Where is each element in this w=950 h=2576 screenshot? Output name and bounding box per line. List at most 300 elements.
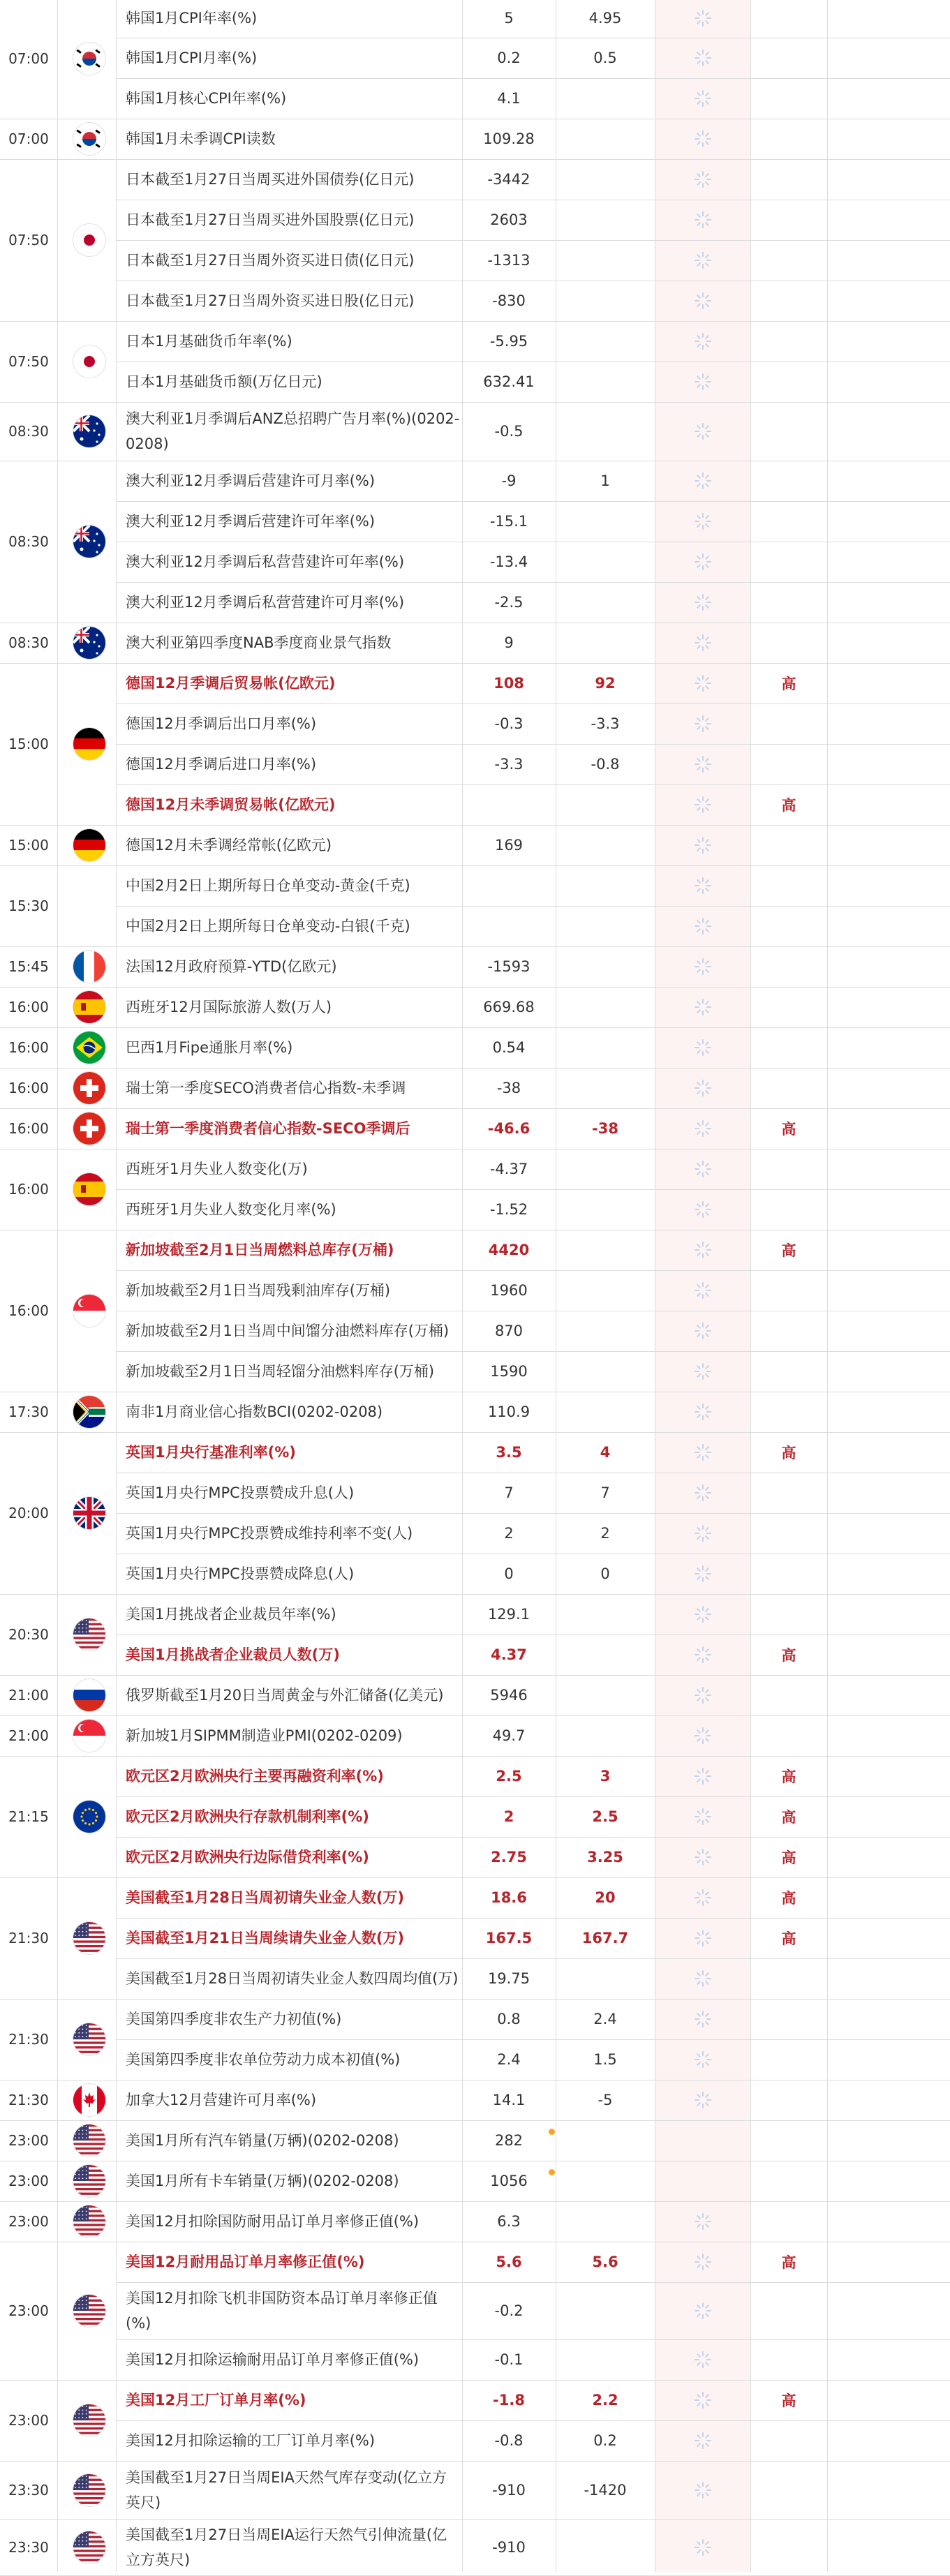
event-name[interactable]: 中国2月2日上期所每日仓单变动-白银(千克) xyxy=(126,918,410,935)
previous-value: 9 xyxy=(504,634,514,651)
loading-spinner-icon xyxy=(692,1078,713,1099)
event-name[interactable]: 澳大利亚第四季度NAB季度商业景气指数 xyxy=(126,634,392,651)
loading-spinner-icon xyxy=(692,2211,713,2232)
event-name[interactable]: 日本截至1月27日当周外资买进日债(亿日元) xyxy=(126,252,415,269)
event-time: 17:30 xyxy=(8,1404,49,1420)
ch-flag-icon xyxy=(73,1072,105,1104)
loading-spinner-icon xyxy=(692,673,713,694)
column-divider xyxy=(827,0,828,2572)
row-divider xyxy=(116,1796,950,1797)
column-divider xyxy=(750,0,751,2572)
forecast-value: 3.25 xyxy=(587,1849,623,1866)
event-name[interactable]: 韩国1月核心CPI年率(%) xyxy=(126,90,287,107)
previous-value: -9 xyxy=(501,472,517,489)
loading-spinner-icon xyxy=(692,2349,713,2370)
loading-spinner-icon xyxy=(692,1725,713,1746)
row-divider xyxy=(116,1189,950,1190)
event-name[interactable]: 瑞士第一季度SECO消费者信心指数-未季调 xyxy=(126,1080,406,1096)
loading-spinner-icon xyxy=(692,551,713,572)
event-time: 23:00 xyxy=(8,2412,49,2429)
loading-spinner-icon xyxy=(692,88,713,109)
us-flag-icon xyxy=(73,2474,105,2506)
previous-value: 167.5 xyxy=(485,1930,533,1946)
row-divider xyxy=(116,2461,950,2462)
kr-flag-icon xyxy=(73,123,105,155)
previous-value: 19.75 xyxy=(487,1970,530,1987)
event-name[interactable]: 日本截至1月27日当周买进外国股票(亿日元) xyxy=(126,211,415,228)
loading-spinner-icon xyxy=(692,1118,713,1139)
forecast-value: -38 xyxy=(592,1120,618,1137)
event-name[interactable]: 欧元区2月欧洲央行边际借贷利率(%) xyxy=(126,1849,369,1866)
de-flag-icon xyxy=(73,728,105,760)
row-divider xyxy=(116,1108,950,1109)
previous-value: 282 xyxy=(494,2132,524,2149)
loading-spinner-icon xyxy=(692,2009,713,2030)
loading-spinner-icon xyxy=(692,713,713,734)
row-divider xyxy=(116,2039,950,2040)
previous-value: 5 xyxy=(504,10,514,27)
event-name[interactable]: 澳大利亚1月季调后ANZ总招聘广告月率(%)(0202-0208) xyxy=(126,410,460,452)
event-name[interactable]: 美国1月挑战者企业裁员人数(万) xyxy=(126,1646,340,1663)
event-time: 15:45 xyxy=(8,958,49,975)
previous-value: -830 xyxy=(492,292,526,309)
loading-spinner-icon xyxy=(692,916,713,937)
event-name[interactable]: 日本1月基础货币额(万亿日元) xyxy=(126,373,322,390)
br-flag-icon xyxy=(73,1032,105,1064)
loading-spinner-icon xyxy=(692,1280,713,1301)
row-divider xyxy=(116,784,950,785)
loading-spinner-icon xyxy=(692,794,713,815)
event-time: 21:00 xyxy=(8,1687,49,1704)
forecast-value: 4 xyxy=(600,1444,611,1461)
es-flag-icon xyxy=(73,1173,105,1205)
previous-value: -1593 xyxy=(487,958,530,975)
us-flag-icon xyxy=(73,2295,105,2327)
event-time: 16:00 xyxy=(8,1181,49,1198)
event-name[interactable]: 美国1月所有卡车销量(万辆)(0202-0208) xyxy=(126,2173,399,2189)
event-time: 23:00 xyxy=(8,2302,49,2319)
event-name[interactable]: 西班牙1月失业人数变化月率(%) xyxy=(126,1201,336,1218)
previous-value: 14.1 xyxy=(492,2092,526,2108)
previous-value: -0.2 xyxy=(494,2302,524,2319)
ca-flag-icon xyxy=(73,2084,105,2116)
row-divider xyxy=(116,663,950,664)
event-name[interactable]: 德国12月未季调贸易帐(亿欧元) xyxy=(126,796,336,813)
event-name[interactable]: 德国12月季调后贸易帐(亿欧元) xyxy=(126,675,336,692)
importance-badge: 高 xyxy=(781,676,796,692)
row-divider xyxy=(116,2120,950,2121)
loading-spinner-icon xyxy=(692,1401,713,1422)
loading-spinner-icon xyxy=(692,1685,713,1706)
event-name[interactable]: 德国12月季调后进口月率(%) xyxy=(126,756,317,773)
event-name[interactable]: 新加坡截至2月1日当周燃料总库存(万桶) xyxy=(126,1242,394,1258)
row-divider xyxy=(116,825,950,826)
event-time: 16:00 xyxy=(8,1302,49,1319)
previous-value: 2 xyxy=(503,1808,514,1825)
forecast-value: 167.7 xyxy=(581,1930,629,1946)
row-divider xyxy=(116,321,950,322)
previous-value: -910 xyxy=(492,2482,526,2499)
us-flag-icon xyxy=(73,2124,105,2157)
previous-value: 3.5 xyxy=(496,1444,522,1461)
event-time: 07:50 xyxy=(8,232,49,248)
event-name[interactable]: 英国1月央行MPC投票赞成升息(人) xyxy=(126,1484,355,1501)
row-divider xyxy=(116,2339,950,2340)
event-name[interactable]: 德国12月季调后出口月率(%) xyxy=(126,715,317,732)
event-name[interactable]: 美国截至1月21日当周续请失业金人数(万) xyxy=(126,1930,405,1946)
za-flag-icon xyxy=(73,1396,105,1428)
ru-flag-icon xyxy=(73,1679,105,1711)
loading-spinner-icon xyxy=(692,1361,713,1382)
previous-value: 5.6 xyxy=(496,2254,522,2270)
loading-spinner-icon xyxy=(692,1159,713,1179)
row-divider xyxy=(116,1715,950,1716)
us-flag-icon xyxy=(73,2205,105,2238)
event-name[interactable]: 澳大利亚12月季调后私营营建许可年率(%) xyxy=(126,553,405,570)
previous-value: -46.6 xyxy=(487,1120,530,1137)
event-time: 07:00 xyxy=(8,131,49,147)
forecast-value: 3 xyxy=(600,1768,611,1785)
previous-value: 632.41 xyxy=(483,373,535,390)
importance-badge: 高 xyxy=(781,1849,796,1866)
row-divider xyxy=(116,1837,950,1838)
loading-spinner-icon xyxy=(692,1239,713,1260)
loading-spinner-icon xyxy=(692,1442,713,1463)
event-time: 21:30 xyxy=(8,2092,49,2108)
row-divider xyxy=(116,159,950,160)
event-name[interactable]: 日本截至1月27日当周外资买进日股(亿日元) xyxy=(126,292,415,309)
event-name[interactable]: 俄罗斯截至1月20日当周黄金与外汇储备(亿美元) xyxy=(126,1687,444,1704)
loading-spinner-icon xyxy=(692,1847,713,1868)
event-time: 21:30 xyxy=(8,1930,49,1946)
previous-value: 1590 xyxy=(490,1363,528,1380)
event-name[interactable]: 美国截至1月27日当周EIA天然气库存变动(亿立方英尺) xyxy=(126,2469,447,2511)
row-divider xyxy=(116,1594,950,1595)
previous-value: -38 xyxy=(496,1080,521,1096)
loading-spinner-icon xyxy=(692,1199,713,1220)
event-name[interactable]: 美国第四季度非农单位劳动力成本初值(%) xyxy=(126,2051,401,2068)
event-name[interactable]: 美国12月扣除运输耐用品订单月率修正值(%) xyxy=(126,2351,420,2368)
previous-value: 1960 xyxy=(490,1282,528,1299)
importance-badge: 高 xyxy=(781,1769,796,1785)
previous-value: 0.2 xyxy=(497,50,521,66)
row-divider xyxy=(116,1432,950,1433)
previous-value: 4.37 xyxy=(491,1646,527,1663)
row-divider xyxy=(116,2380,950,2381)
event-name[interactable]: 澳大利亚12月季调后营建许可月率(%) xyxy=(126,472,376,489)
previous-value: 0 xyxy=(504,1565,514,1582)
row-divider xyxy=(116,1351,950,1352)
row-divider xyxy=(116,501,950,502)
forecast-value: 0 xyxy=(600,1565,610,1582)
event-time: 20:30 xyxy=(8,1626,49,1643)
event-name[interactable]: 瑞士第一季度消费者信心指数-SECO季调后 xyxy=(126,1120,410,1137)
importance-badge: 高 xyxy=(781,2254,796,2271)
event-name[interactable]: 美国12月耐用品订单月率修正值(%) xyxy=(126,2254,365,2270)
loading-spinner-icon xyxy=(692,8,713,29)
event-name[interactable]: 南非1月商业信心指数BCI(0202-0208) xyxy=(126,1404,383,1420)
loading-spinner-icon xyxy=(692,1523,713,1544)
row-divider xyxy=(116,1270,950,1271)
event-time: 08:30 xyxy=(8,423,49,440)
loading-spinner-icon xyxy=(692,511,713,532)
eu-flag-icon xyxy=(73,1801,105,1833)
importance-badge: 高 xyxy=(781,1242,796,1259)
event-name[interactable]: 美国12月扣除飞机非国防资本品订单月率修正值(%) xyxy=(126,2290,438,2332)
column-divider xyxy=(116,0,117,2572)
loading-spinner-icon xyxy=(692,632,713,653)
forecast-value: -1420 xyxy=(584,2482,627,2499)
event-time: 23:00 xyxy=(8,2132,49,2149)
row-divider xyxy=(116,946,950,947)
event-name[interactable]: 巴西1月Fipe通胀月率(%) xyxy=(126,1039,293,1056)
event-name[interactable]: 澳大利亚12月季调后私营营建许可月率(%) xyxy=(126,594,405,611)
forecast-value: -0.8 xyxy=(591,756,620,773)
loading-spinner-icon xyxy=(692,835,713,856)
event-name[interactable]: 日本1月基础货币年率(%) xyxy=(126,333,292,350)
row-divider xyxy=(116,906,950,907)
loading-spinner-icon xyxy=(692,209,713,230)
previous-value: 18.6 xyxy=(491,1889,527,1906)
row-divider xyxy=(116,2420,950,2421)
forecast-value: 2.4 xyxy=(593,2011,617,2027)
importance-badge: 高 xyxy=(781,1121,796,1138)
loading-spinner-icon xyxy=(692,2430,713,2451)
previous-value: 1056 xyxy=(490,2173,528,2189)
importance-badge: 高 xyxy=(781,2392,796,2409)
event-time: 16:00 xyxy=(8,1039,49,1056)
previous-value: -5.95 xyxy=(489,333,528,350)
forecast-value: 4.95 xyxy=(588,10,622,27)
row-divider xyxy=(116,582,950,583)
event-name[interactable]: 美国截至1月28日当周初请失业金人数(万) xyxy=(126,1889,405,1906)
event-time: 07:00 xyxy=(8,50,49,67)
row-divider xyxy=(116,1513,950,1514)
row-divider xyxy=(116,2519,950,2520)
row-divider xyxy=(116,1958,950,1959)
previous-value: 2603 xyxy=(490,211,528,228)
loading-spinner-icon xyxy=(692,47,713,68)
previous-value: -1.52 xyxy=(489,1201,528,1218)
sg-flag-icon xyxy=(73,1295,105,1327)
event-name[interactable]: 新加坡截至2月1日当周中间馏分油燃料库存(万桶) xyxy=(126,1323,450,1339)
loading-spinner-icon xyxy=(692,290,713,311)
de-flag-icon xyxy=(73,829,105,861)
event-name[interactable]: 美国12月扣除运输的工厂订单月率(%) xyxy=(126,2432,376,2449)
loading-spinner-icon xyxy=(692,2537,713,2558)
event-name[interactable]: 美国1月所有汽车销量(万辆)(0202-0208) xyxy=(126,2132,399,2149)
loading-spinner-icon xyxy=(692,331,713,352)
event-name[interactable]: 美国12月工厂订单月率(%) xyxy=(126,2392,306,2409)
loading-spinner-icon xyxy=(692,1320,713,1341)
event-time: 16:00 xyxy=(8,1080,49,1096)
event-name[interactable]: 法国12月政府预算-YTD(亿欧元) xyxy=(126,958,337,975)
event-time: 21:15 xyxy=(8,1808,49,1825)
importance-badge: 高 xyxy=(781,1647,796,1664)
previous-value: 110.9 xyxy=(487,1404,530,1420)
forecast-value: 2.5 xyxy=(592,1808,618,1825)
previous-value: -910 xyxy=(492,2539,526,2556)
event-name[interactable]: 英国1月央行MPC投票赞成降息(人) xyxy=(126,1565,355,1582)
previous-value: 7 xyxy=(504,1484,514,1501)
importance-badge: 高 xyxy=(781,1930,796,1947)
forecast-value: 5.6 xyxy=(592,2254,618,2270)
loading-spinner-icon xyxy=(692,997,713,1018)
previous-value: 4.1 xyxy=(497,90,521,107)
event-name[interactable]: 美国第四季度非农生产力初值(%) xyxy=(126,2011,342,2027)
event-name[interactable]: 英国1月央行MPC投票赞成维持利率不变(人) xyxy=(126,1525,413,1542)
loading-spinner-icon xyxy=(692,421,713,442)
event-name[interactable]: 西班牙1月失业人数变化(万) xyxy=(126,1161,308,1177)
loading-spinner-icon xyxy=(692,250,713,271)
loading-spinner-icon xyxy=(692,1968,713,1989)
row-divider xyxy=(116,1918,950,1919)
event-name[interactable]: 美国1月挑战者企业裁员年率(%) xyxy=(126,1606,336,1623)
row-divider xyxy=(116,1675,950,1676)
event-name[interactable]: 美国截至1月27日当周EIA运行天然气引伸流量(亿立方英尺) xyxy=(126,2526,447,2568)
event-time: 21:30 xyxy=(8,2031,49,2048)
forecast-value: 20 xyxy=(595,1889,616,1906)
loading-spinner-icon xyxy=(692,875,713,896)
forecast-value: 1 xyxy=(600,472,610,489)
forecast-value: 2 xyxy=(600,1525,610,1542)
loading-spinner-icon xyxy=(692,592,713,613)
row-divider xyxy=(116,1068,950,1069)
us-flag-icon xyxy=(73,2404,105,2436)
event-time: 15:30 xyxy=(8,898,49,914)
previous-value: -0.3 xyxy=(494,715,524,732)
importance-badge: 高 xyxy=(781,1809,796,1826)
event-name[interactable]: 美国12月扣除国防耐用品订单月率修正值(%) xyxy=(126,2213,420,2230)
previous-value: -13.4 xyxy=(489,553,528,570)
previous-value: -3442 xyxy=(487,171,530,188)
previous-value: -0.5 xyxy=(494,423,524,440)
au-flag-icon xyxy=(73,415,105,447)
row-divider xyxy=(116,2201,950,2202)
importance-badge: 高 xyxy=(781,797,796,814)
event-time: 08:30 xyxy=(8,634,49,651)
forecast-value: 1.5 xyxy=(593,2051,617,2068)
previous-value: -4.37 xyxy=(489,1161,528,1177)
us-flag-icon xyxy=(73,1618,105,1651)
forecast-value: 2.2 xyxy=(592,2392,618,2409)
previous-value: 49.7 xyxy=(492,1727,526,1744)
forecast-value: 7 xyxy=(600,1484,610,1501)
row-divider xyxy=(116,703,950,704)
previous-value: -3.3 xyxy=(494,756,524,773)
previous-value: -2.5 xyxy=(494,594,524,611)
au-flag-icon xyxy=(73,526,105,558)
previous-value: 669.68 xyxy=(483,999,535,1015)
loading-spinner-icon xyxy=(692,2090,713,2110)
event-time: 23:30 xyxy=(8,2539,49,2556)
row-divider xyxy=(116,402,950,403)
previous-value: 5946 xyxy=(490,1687,528,1704)
loading-spinner-icon xyxy=(692,1887,713,1908)
es-flag-icon xyxy=(73,991,105,1023)
row-divider xyxy=(116,240,950,241)
row-divider xyxy=(116,865,950,866)
event-name[interactable]: 美国截至1月28日当周初请失业金人数四周均值(万) xyxy=(126,1970,459,1987)
event-time: 08:30 xyxy=(8,533,49,550)
event-time: 15:00 xyxy=(8,736,49,752)
row-divider xyxy=(116,1877,950,1878)
event-name[interactable]: 韩国1月CPI年率(%) xyxy=(126,10,258,27)
loading-spinner-icon xyxy=(692,1644,713,1665)
row-divider xyxy=(116,1999,950,2000)
previous-value: 2.5 xyxy=(496,1768,522,1785)
event-name[interactable]: 日本截至1月27日当周买进外国债券(亿日元) xyxy=(126,171,415,188)
previous-value: 0.54 xyxy=(492,1039,526,1056)
event-name[interactable]: 韩国1月CPI月率(%) xyxy=(126,50,258,66)
row-divider xyxy=(116,1027,950,1028)
loading-spinner-icon xyxy=(692,470,713,491)
loading-spinner-icon xyxy=(692,1482,713,1503)
loading-spinner-icon xyxy=(692,956,713,977)
previous-value: 2 xyxy=(504,1525,514,1542)
loading-spinner-icon xyxy=(692,128,713,149)
previous-value: -0.1 xyxy=(494,2351,524,2368)
previous-value: 6.3 xyxy=(497,2213,521,2230)
event-name[interactable]: 中国2月2日上期所每日仓单变动-黄金(千克) xyxy=(126,877,410,894)
event-name[interactable]: 西班牙12月国际旅游人数(万人) xyxy=(126,999,332,1015)
event-name[interactable]: 澳大利亚12月季调后营建许可年率(%) xyxy=(126,513,376,530)
loading-spinner-icon xyxy=(692,1806,713,1827)
event-time: 15:00 xyxy=(8,837,49,854)
loading-spinner-icon xyxy=(692,2480,713,2501)
column-divider xyxy=(57,0,58,2572)
loading-spinner-icon xyxy=(692,1766,713,1787)
previous-value: 2.4 xyxy=(497,2051,521,2068)
event-name[interactable]: 欧元区2月欧洲央行主要再融资利率(%) xyxy=(126,1768,384,1785)
event-name[interactable]: 韩国1月未季调CPI读数 xyxy=(126,131,276,147)
event-time: 20:00 xyxy=(8,1505,49,1521)
previous-value: 4420 xyxy=(488,1242,530,1258)
us-flag-icon xyxy=(73,1922,105,1954)
loading-spinner-icon xyxy=(692,2251,713,2272)
au-flag-icon xyxy=(73,627,105,659)
loading-spinner-icon xyxy=(692,2049,713,2070)
event-time: 16:00 xyxy=(8,999,49,1015)
event-time: 23:00 xyxy=(8,2173,49,2189)
row-divider xyxy=(116,1756,950,1757)
forecast-value: 0.2 xyxy=(593,2432,617,2449)
event-name[interactable]: 德国12月未季调经常帐(亿欧元) xyxy=(126,837,332,854)
event-time: 23:00 xyxy=(8,2213,49,2230)
event-name[interactable]: 欧元区2月欧洲央行存款机制利率(%) xyxy=(126,1808,369,1825)
previous-value: 870 xyxy=(494,1323,524,1339)
previous-value: -15.1 xyxy=(489,513,528,530)
loading-spinner-icon xyxy=(692,754,713,775)
event-name[interactable]: 新加坡截至2月1日当周轻馏分油燃料库存(万桶) xyxy=(126,1363,435,1380)
gb-flag-icon xyxy=(73,1497,105,1529)
loading-spinner-icon xyxy=(692,1928,713,1949)
event-name[interactable]: 新加坡1月SIPMM制造业PMI(0202-0209) xyxy=(126,1727,403,1744)
event-time: 21:00 xyxy=(8,1727,49,1744)
row-divider xyxy=(116,2282,950,2283)
event-time: 07:50 xyxy=(8,353,49,370)
event-name[interactable]: 新加坡截至2月1日当周残剩油库存(万桶) xyxy=(126,1282,391,1299)
us-flag-icon xyxy=(73,2023,105,2055)
event-time: 16:00 xyxy=(8,1120,49,1137)
loading-spinner-icon xyxy=(692,371,713,392)
previous-value: 2.75 xyxy=(491,1849,527,1866)
previous-value: 109.28 xyxy=(483,131,535,147)
event-name[interactable]: 英国1月央行基准利率(%) xyxy=(126,1444,296,1461)
event-name[interactable]: 加拿大12月营建许可月率(%) xyxy=(126,2092,317,2108)
importance-badge: 高 xyxy=(781,1445,796,1461)
previous-value: 129.1 xyxy=(487,1606,530,1623)
